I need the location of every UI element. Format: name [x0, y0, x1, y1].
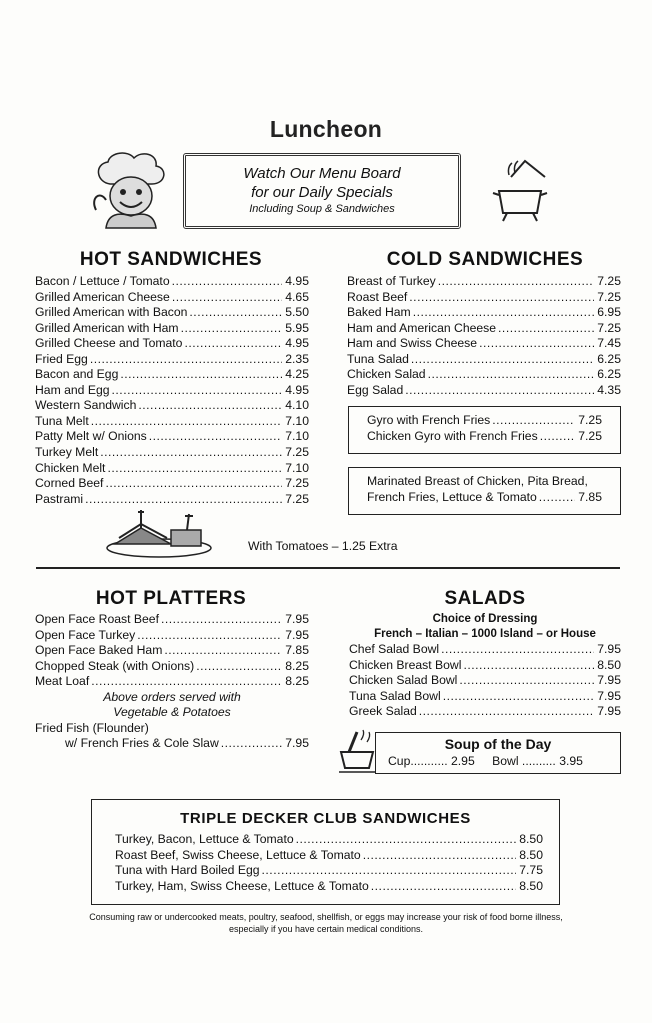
food-safety-notice	[40, 911, 612, 935]
list-item	[347, 352, 621, 368]
triple-decker-list	[92, 829, 559, 894]
list-item	[367, 413, 602, 429]
daily-specials-banner	[183, 153, 461, 229]
item-name: Grilled American with Ham	[35, 320, 179, 335]
item-price: 7.25	[285, 476, 309, 491]
list-item	[347, 321, 621, 337]
item-price: 6.95	[597, 305, 621, 320]
list-item	[35, 492, 309, 508]
item-name: Roast Beef, Swiss Cheese, Lettuce & Tomato	[115, 847, 361, 862]
item-price: 4.95	[285, 336, 309, 351]
item-name: Fried Egg	[35, 351, 88, 366]
item-name: Grilled American with Bacon	[35, 305, 188, 320]
item-name: Gyro with French Fries	[367, 413, 491, 427]
soup-heading: Soup of the Day	[444, 736, 552, 752]
item-name: Grilled Cheese and Tomato	[35, 336, 183, 351]
item-name: Egg Salad	[347, 382, 404, 397]
item-price: 8.50	[597, 657, 621, 672]
item-name: Grilled American Cheese	[35, 289, 170, 304]
list-item	[35, 321, 309, 337]
triple-decker-heading: TRIPLE DECKER CLUB SANDWICHES	[180, 810, 471, 827]
item-name: w/ French Fries & Cole Slaw	[65, 736, 219, 751]
list-item	[347, 336, 621, 352]
item-name: Tuna Melt	[35, 413, 89, 428]
list-item	[347, 383, 621, 399]
item-name: French Fries, Lettuce & Tomato	[367, 489, 537, 504]
list-item	[115, 863, 543, 879]
list-item	[35, 336, 309, 352]
hot-sandwiches-list	[35, 274, 309, 507]
platters-note-line2: Vegetable & Potatoes	[113, 705, 231, 720]
chef-illustration	[88, 150, 174, 230]
list-item	[35, 352, 309, 368]
item-name: Open Face Roast Beef	[35, 612, 159, 626]
item-price: 7.95	[597, 642, 621, 656]
item-name: Breast of Turkey	[347, 274, 436, 288]
chicken-pita-box	[348, 467, 621, 515]
sandwich-plate-icon	[105, 508, 213, 560]
item-price: 7.85	[285, 643, 309, 658]
list-item	[35, 305, 309, 321]
list-item	[35, 628, 309, 644]
platters-note-line1: Above orders served with	[103, 689, 241, 704]
bowl-label: Bowl	[492, 754, 519, 768]
item-price: 7.25	[597, 320, 621, 335]
item-price: 4.65	[285, 289, 309, 304]
triple-decker-box	[91, 799, 560, 905]
list-item	[35, 736, 309, 752]
list-item	[347, 305, 621, 321]
cup-label: Cup	[388, 754, 411, 768]
list-item	[35, 429, 309, 445]
banner-line2: for our Daily Specials	[251, 184, 393, 201]
item-price: 7.95	[597, 704, 621, 719]
list-item	[349, 642, 621, 658]
item-price: 7.45	[597, 336, 621, 351]
list-item	[35, 476, 309, 492]
item-name: Tuna Salad Bowl	[349, 688, 441, 703]
item-price: 6.25	[597, 367, 621, 382]
list-item	[349, 658, 621, 674]
list-item	[35, 383, 309, 399]
item-price: 8.50	[519, 878, 543, 893]
item-name: Chicken Salad	[347, 367, 426, 382]
soup-pot-icon	[335, 728, 379, 774]
item-name: Open Face Turkey	[35, 627, 136, 642]
tomatoes-extra-note: With Tomatoes – 1.25 Extra	[248, 539, 398, 553]
item-price: 7.85	[578, 489, 602, 504]
page-title: Luncheon	[269, 116, 383, 142]
item-price: 7.25	[285, 491, 309, 506]
item-name: Baked Ham	[347, 305, 411, 320]
item-price: 7.25	[597, 274, 621, 288]
hot-sandwiches-heading: HOT SANDWICHES	[79, 249, 263, 270]
item-name: Bacon and Egg	[35, 367, 119, 382]
item-name: Tuna with Hard Boiled Egg	[115, 863, 260, 878]
list-item	[347, 290, 621, 306]
item-price: 2.35	[285, 351, 309, 366]
item-price: 7.95	[597, 673, 621, 688]
item-name: Chicken Salad Bowl	[349, 673, 458, 688]
item-name: Bacon / Lettuce / Tomato	[35, 274, 170, 288]
soup-box	[375, 732, 621, 774]
list-item	[115, 879, 543, 895]
item-name: Turkey, Bacon, Lettuce & Tomato	[115, 832, 294, 846]
cold-sandwiches-list	[347, 274, 621, 398]
item-price: 7.25	[285, 445, 309, 460]
item-name: Meat Loaf	[35, 674, 90, 689]
chicken-box-line1: Marinated Breast of Chicken, Pita Bread,	[367, 474, 588, 488]
item-price: 7.10	[285, 460, 309, 475]
item-price: 7.10	[285, 413, 309, 428]
notice-line2: especially if you have certain medical conditions.	[228, 924, 424, 934]
item-name: Ham and Swiss Cheese	[347, 336, 478, 351]
list-item	[35, 612, 309, 628]
list-item	[115, 848, 543, 864]
list-item	[367, 490, 602, 506]
item-name: Corned Beef	[35, 476, 104, 491]
list-item	[35, 290, 309, 306]
item-name: Western Sandwich	[35, 398, 137, 413]
salads-list	[349, 642, 621, 720]
item-price: 7.25	[578, 428, 602, 443]
item-name: Chicken Melt	[35, 460, 106, 475]
list-item	[349, 673, 621, 689]
item-price: 7.25	[578, 413, 602, 427]
item-name: Tuna Salad	[347, 351, 409, 366]
list-item	[349, 689, 621, 705]
item-price: 7.95	[285, 612, 309, 626]
item-name: Chef Salad Bowl	[349, 642, 440, 656]
item-name: Roast Beef	[347, 289, 408, 304]
list-item	[347, 367, 621, 383]
item-price: 8.25	[285, 658, 309, 673]
item-name: Chopped Steak (with Onions)	[35, 658, 195, 673]
list-item	[35, 414, 309, 430]
salads-subheading: Choice of Dressing	[432, 613, 538, 625]
hot-platters-heading: HOT PLATTERS	[95, 588, 247, 609]
item-price: 7.25	[597, 289, 621, 304]
banner-line3: Including Soup & Sandwiches	[249, 203, 395, 215]
item-price: 4.25	[285, 367, 309, 382]
list-item	[35, 367, 309, 383]
list-item	[115, 832, 543, 848]
item-name: Patty Melt w/ Onions	[35, 429, 147, 444]
item-price: 4.35	[597, 382, 621, 397]
item-name: Chicken Gyro with French Fries	[367, 428, 538, 443]
item-price: 5.95	[285, 320, 309, 335]
item-price: 7.75	[519, 863, 543, 878]
item-price: 8.25	[285, 674, 309, 689]
item-name: Pastrami	[35, 491, 84, 506]
salads-heading: SALADS	[444, 588, 526, 609]
item-name: Ham and American Cheese	[347, 320, 497, 335]
item-name: Chicken Breast Bowl	[349, 657, 462, 672]
item-price: 8.50	[519, 847, 543, 862]
item-price: 5.50	[285, 305, 309, 320]
item-price: 4.95	[285, 274, 309, 288]
item-name: Ham and Egg	[35, 382, 110, 397]
list-item	[35, 398, 309, 414]
item-price: 4.10	[285, 398, 309, 413]
item-price: 7.10	[285, 429, 309, 444]
list-item	[347, 274, 621, 290]
item-price: 6.25	[597, 351, 621, 366]
item-price: 7.95	[597, 688, 621, 703]
cold-sandwiches-heading: COLD SANDWICHES	[386, 249, 584, 270]
cooking-pot-icon	[485, 155, 555, 225]
item-price: 7.95	[285, 736, 309, 751]
list-item	[35, 674, 309, 690]
list-item	[35, 659, 309, 675]
list-item	[35, 445, 309, 461]
banner-line1: Watch Our Menu Board	[243, 165, 401, 182]
list-item	[35, 461, 309, 477]
soup-prices: Cup........... 2.95 Bowl .......... 3.95	[388, 754, 583, 768]
cup-price: 2.95	[451, 754, 475, 768]
gyro-box	[348, 406, 621, 454]
notice-line1: Consuming raw or undercooked meats, poultry, seafood, shellfish, or eggs may increase your risk of food borne illness,	[89, 912, 563, 922]
fish-line1: Fried Fish (Flounder)	[35, 720, 149, 735]
list-item	[367, 429, 602, 445]
item-name: Turkey, Ham, Swiss Cheese, Lettuce & Tomato	[115, 878, 369, 893]
hot-platters-list	[35, 612, 309, 752]
salads-dressings: French – Italian – 1000 Island – or House	[374, 628, 596, 640]
item-price: 4.95	[285, 382, 309, 397]
list-item	[35, 643, 309, 659]
section-divider	[36, 567, 620, 569]
bowl-price: 3.95	[559, 754, 583, 768]
item-name: Open Face Baked Ham	[35, 643, 163, 658]
list-item	[349, 704, 621, 720]
item-price: 8.50	[519, 832, 543, 846]
item-name: Turkey Melt	[35, 445, 99, 460]
item-price: 7.95	[285, 627, 309, 642]
item-name: Greek Salad	[349, 704, 417, 719]
list-item	[35, 274, 309, 290]
